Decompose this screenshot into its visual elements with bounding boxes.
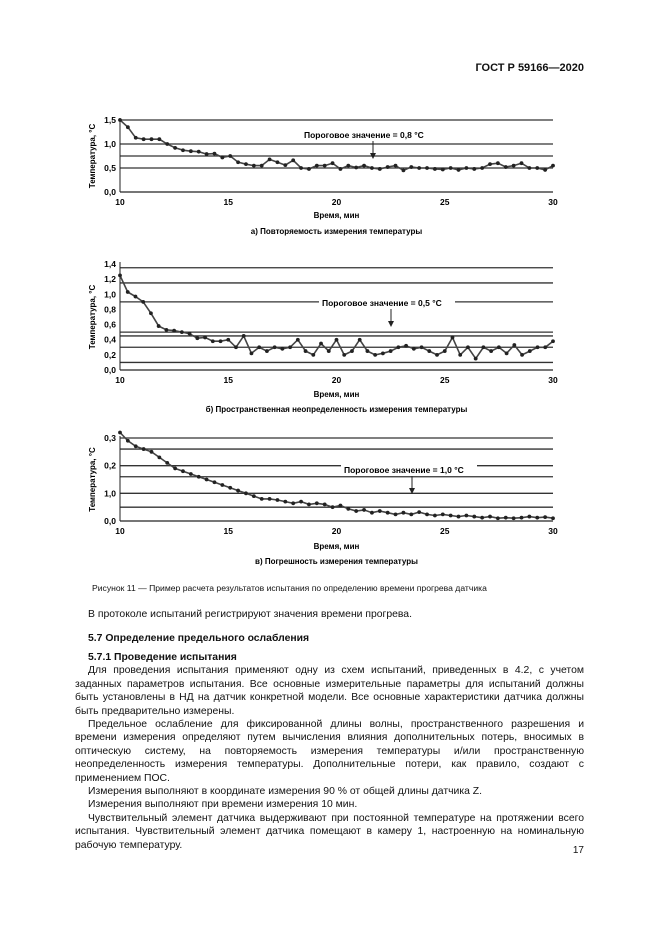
data-point-a-6 (165, 142, 169, 146)
y-tick-label-c-0: 0,0 (104, 516, 116, 526)
data-point-b-14 (226, 338, 230, 342)
data-point-b-0 (118, 273, 122, 277)
data-point-c-43 (457, 515, 461, 519)
y-tick-label-b-6: 1,2 (104, 274, 116, 285)
data-point-c-40 (433, 514, 437, 518)
y-axis-label-a: Температура, °С (88, 123, 97, 189)
data-point-c-29 (346, 507, 350, 511)
data-point-b-7 (172, 329, 176, 333)
data-point-c-36 (402, 511, 406, 515)
y-tick-label-c-1: 1,0 (104, 488, 116, 499)
data-point-c-53 (535, 516, 539, 520)
data-point-b-28 (335, 338, 339, 342)
data-point-b-5 (157, 324, 161, 328)
data-point-a-0 (118, 118, 122, 122)
data-point-b-22 (288, 345, 292, 349)
data-point-b-20 (273, 345, 277, 349)
data-point-c-23 (299, 500, 303, 504)
data-point-a-55 (551, 164, 555, 168)
y-tick-label-b-2: 0,4 (104, 334, 116, 345)
data-point-b-15 (234, 345, 238, 349)
data-point-a-52 (527, 166, 531, 170)
data-point-c-12 (213, 480, 217, 484)
x-tick-label-a-3: 25 (440, 197, 450, 207)
chart-caption-a: а) Повторяемость измерения температуры (250, 227, 423, 236)
y-tick-label-a-1: 0,5 (104, 163, 116, 173)
x-tick-label-b-0: 10 (115, 375, 125, 385)
data-point-a-43 (457, 168, 461, 172)
body-block (75, 651, 584, 852)
data-point-b-40 (427, 349, 431, 353)
data-point-c-20 (276, 498, 280, 502)
data-point-c-1 (126, 439, 130, 443)
data-point-c-21 (283, 500, 287, 504)
section-heading: 5.7 Определение предельного ослабления (88, 633, 310, 644)
data-point-a-1 (126, 125, 130, 129)
series-line-c (120, 433, 553, 519)
data-point-a-33 (378, 167, 382, 171)
data-point-a-46 (480, 166, 484, 170)
data-point-c-10 (197, 475, 201, 479)
data-point-a-41 (441, 168, 445, 172)
data-point-a-22 (291, 158, 295, 162)
chart-b-svg (84, 256, 568, 416)
chart-a-svg (84, 110, 568, 240)
data-point-b-36 (396, 345, 400, 349)
data-point-a-17 (252, 164, 256, 168)
data-point-c-16 (244, 491, 248, 495)
y-tick-label-b-7: 1,4 (104, 259, 116, 269)
data-point-c-22 (291, 501, 295, 505)
data-point-b-48 (489, 349, 493, 353)
data-point-a-20 (276, 160, 280, 164)
data-point-b-18 (257, 345, 261, 349)
data-point-c-54 (543, 515, 547, 519)
data-point-c-41 (441, 512, 445, 516)
data-point-c-31 (362, 508, 366, 512)
data-point-b-45 (466, 345, 470, 349)
y-tick-label-b-3: 0,6 (104, 319, 116, 330)
data-point-c-50 (512, 516, 516, 520)
x-tick-label-b-3: 25 (440, 375, 450, 385)
x-tick-label-a-1: 15 (223, 197, 233, 207)
data-point-a-54 (543, 168, 547, 172)
data-point-a-37 (409, 165, 413, 169)
data-point-c-15 (236, 489, 240, 493)
data-point-a-15 (236, 160, 240, 164)
data-point-b-29 (342, 353, 346, 357)
data-point-a-5 (157, 137, 161, 141)
chart-caption-c: в) Погрешность измерения температуры (255, 557, 418, 566)
data-point-b-32 (366, 349, 370, 353)
protocol-paragraph: В протоколе испытаний регистрируют значения времени прогрева. (88, 609, 412, 620)
data-point-a-31 (362, 164, 366, 168)
data-point-c-46 (480, 516, 484, 520)
data-point-c-27 (331, 505, 335, 509)
data-point-a-42 (449, 166, 453, 170)
data-point-c-26 (323, 503, 327, 507)
data-point-b-13 (219, 339, 223, 343)
data-point-a-48 (496, 161, 500, 165)
y-tick-label-b-4: 0,8 (104, 304, 116, 315)
x-tick-label-c-4: 30 (548, 526, 558, 536)
data-point-b-34 (381, 351, 385, 355)
threshold-label-b: Пороговое значение = 0,5 °С (322, 298, 442, 308)
data-point-a-38 (417, 166, 421, 170)
data-point-c-37 (409, 512, 413, 516)
page-number: 17 (572, 845, 584, 856)
data-point-c-18 (260, 497, 264, 501)
x-tick-label-c-3: 25 (440, 526, 450, 536)
data-point-b-52 (520, 353, 524, 357)
data-point-b-56 (551, 339, 555, 343)
data-point-c-47 (488, 515, 492, 519)
data-point-a-30 (354, 166, 358, 170)
x-tick-label-a-2: 20 (331, 197, 342, 207)
paragraph-5: Чувствительный элемент датчика выдерживают при постоянной температуре на протяжении всего испытания. Чувствительный элемент датчика помещают в камеру 1, настроенную на номинальную рабочую температуру. (75, 812, 584, 851)
chart-a (84, 110, 568, 240)
data-point-b-21 (280, 347, 284, 351)
data-point-b-19 (265, 349, 269, 353)
data-point-c-55 (551, 516, 555, 520)
data-point-a-14 (228, 154, 232, 158)
data-point-c-8 (181, 469, 185, 473)
x-tick-label-a-4: 30 (548, 197, 558, 207)
x-axis-label-c: Время, мин (313, 542, 360, 551)
data-point-c-38 (417, 510, 421, 514)
data-point-c-7 (173, 467, 177, 471)
protocol-paragraph-block (75, 608, 584, 621)
data-point-b-4 (149, 311, 153, 315)
data-point-b-46 (474, 357, 478, 361)
data-point-c-6 (165, 461, 169, 465)
paragraph-4: Измерения выполняют при времени измерения 10 мин. (88, 799, 358, 811)
data-point-b-30 (350, 349, 354, 353)
document-code: ГОСТ Р 59166—2020 (475, 62, 584, 74)
y-tick-label-b-5: 1,0 (104, 289, 116, 300)
data-point-c-25 (315, 501, 319, 505)
data-point-b-3 (141, 300, 145, 304)
data-point-c-3 (142, 447, 146, 451)
data-point-a-36 (402, 169, 406, 173)
threshold-label-a: Пороговое значение = 0,8 °С (304, 130, 424, 140)
y-tick-label-c-3: 0,3 (104, 433, 116, 443)
data-point-c-2 (134, 444, 138, 448)
paragraph-3: Измерения выполняют в координате измерения 90 % от общей длины датчика Z. (88, 786, 482, 798)
x-axis-label-a: Время, мин (313, 211, 360, 220)
data-point-b-35 (389, 349, 393, 353)
data-point-b-41 (435, 353, 439, 357)
y-axis-label-b: Температура, °С (88, 284, 97, 350)
data-point-b-55 (543, 345, 547, 349)
y-axis-label-c: Температура, °С (88, 447, 97, 512)
data-point-b-2 (134, 295, 138, 299)
threshold-arrow-head-b (388, 321, 394, 327)
section-heading-block (75, 632, 584, 645)
figure-caption: Рисунок 11 — Пример расчета результатов испытания по определению времени прогрева датчика (92, 583, 487, 593)
data-point-b-26 (319, 342, 323, 346)
data-point-b-51 (512, 343, 516, 347)
data-point-b-25 (311, 353, 315, 357)
y-tick-label-b-1: 0,2 (104, 349, 116, 360)
x-tick-label-b-2: 20 (331, 375, 342, 385)
chart-b (84, 256, 568, 416)
data-point-a-23 (299, 166, 303, 170)
data-point-b-12 (211, 339, 215, 343)
data-point-b-24 (304, 349, 308, 353)
series-line-b (120, 275, 553, 358)
data-point-a-25 (315, 164, 319, 168)
series-line-a (120, 120, 553, 170)
x-tick-label-a-0: 10 (115, 197, 125, 207)
data-point-c-45 (472, 515, 476, 519)
chart-caption-b: б) Пространственная неопределенность измерения температуры (205, 405, 468, 414)
data-point-a-32 (370, 166, 374, 170)
data-point-c-5 (157, 455, 161, 459)
x-axis-label-b: Время, мин (313, 390, 360, 399)
data-point-c-28 (339, 504, 343, 508)
data-point-b-8 (180, 330, 184, 334)
data-point-c-49 (504, 516, 508, 520)
data-point-c-9 (189, 472, 193, 476)
data-point-a-12 (213, 152, 217, 156)
data-point-b-33 (373, 353, 377, 357)
data-point-b-9 (188, 332, 192, 336)
data-point-c-19 (268, 497, 272, 501)
data-point-b-11 (203, 336, 207, 340)
data-point-c-33 (378, 509, 382, 513)
data-point-c-44 (465, 514, 469, 518)
data-point-b-16 (242, 334, 246, 338)
data-point-b-43 (451, 336, 455, 340)
data-point-b-38 (412, 347, 416, 351)
data-point-b-44 (458, 353, 462, 357)
x-tick-label-c-1: 15 (223, 526, 233, 536)
data-point-a-2 (134, 136, 138, 140)
data-point-a-49 (504, 165, 508, 169)
data-point-c-0 (118, 431, 122, 435)
data-point-c-32 (370, 511, 374, 515)
data-point-c-34 (386, 511, 390, 515)
data-point-b-17 (250, 351, 254, 355)
data-point-b-49 (497, 345, 501, 349)
data-point-a-51 (520, 161, 524, 165)
paragraph-2: Предельное ослабление для фиксированной длины волны, пространственного разрешения и времени измерения определяют путем вычисления влияния дополнительных потерь, вносимых в оптическую систему, на повторяемость измерения температуры и/или пространственную неопределенность измерения температуры. Дополнительные потери, как правило, создают с применением ПОС. (75, 719, 584, 784)
data-point-a-45 (472, 167, 476, 171)
data-point-b-42 (443, 349, 447, 353)
data-point-a-27 (331, 161, 335, 165)
data-point-b-1 (126, 290, 130, 294)
data-point-a-9 (189, 149, 193, 153)
data-point-b-10 (195, 336, 199, 340)
data-point-a-34 (386, 165, 390, 169)
data-point-b-37 (404, 344, 408, 348)
data-point-c-13 (220, 483, 224, 487)
data-point-c-11 (205, 478, 209, 482)
data-point-b-53 (528, 349, 532, 353)
data-point-c-14 (228, 486, 232, 490)
data-point-a-39 (425, 166, 429, 170)
data-point-a-44 (465, 166, 469, 170)
data-point-c-42 (449, 514, 453, 518)
threshold-label-c: Пороговое значение = 1,0 °С (344, 465, 464, 475)
data-point-a-11 (205, 152, 209, 156)
data-point-a-19 (268, 157, 272, 161)
data-point-a-50 (512, 164, 516, 168)
y-tick-label-c-2: 0,2 (104, 460, 116, 471)
data-point-a-13 (220, 156, 224, 160)
data-point-b-31 (358, 338, 362, 342)
data-point-c-39 (425, 512, 429, 516)
data-point-c-51 (520, 516, 524, 520)
data-point-c-4 (150, 450, 154, 454)
data-point-a-7 (173, 146, 177, 150)
chart-c (84, 428, 568, 568)
x-tick-label-b-4: 30 (548, 375, 558, 385)
data-point-a-8 (181, 148, 185, 152)
data-point-a-24 (307, 167, 311, 171)
data-point-c-30 (354, 509, 358, 513)
data-point-c-35 (394, 512, 398, 516)
x-tick-label-c-2: 20 (331, 526, 342, 536)
data-point-b-23 (296, 338, 300, 342)
data-point-b-47 (482, 345, 486, 349)
data-point-a-35 (394, 164, 398, 168)
data-point-a-28 (339, 167, 343, 171)
data-point-a-3 (142, 137, 146, 141)
y-tick-label-b-0: 0,0 (104, 365, 116, 375)
data-point-a-26 (323, 164, 327, 168)
y-tick-label-a-2: 1,0 (104, 139, 116, 149)
data-point-c-48 (496, 516, 500, 520)
data-point-b-39 (420, 345, 424, 349)
subsection-heading: 5.7.1 Проведение испытания (88, 652, 237, 663)
data-point-a-29 (346, 164, 350, 168)
data-point-c-52 (527, 515, 531, 519)
x-tick-label-b-1: 15 (223, 375, 233, 385)
data-point-a-53 (535, 166, 539, 170)
data-point-c-17 (252, 494, 256, 498)
x-tick-label-c-0: 10 (115, 526, 125, 536)
chart-c-svg (84, 428, 568, 568)
data-point-c-24 (307, 503, 311, 507)
data-point-a-4 (150, 137, 154, 141)
data-point-a-18 (260, 164, 264, 168)
data-point-a-40 (433, 167, 437, 171)
data-point-a-16 (244, 162, 248, 166)
y-tick-label-a-0: 0,0 (104, 187, 116, 197)
paragraph-1: Для проведения испытания применяют одну из схем испытаний, приведенных в 4.2, с учетом заданных параметров испытания. Все основные измерительные параметры для испытаний должны быть установлены в НД на датчик конкретной модели. Все основные характеристики датчика должны быть предварительно измерены. (75, 665, 584, 717)
data-point-b-50 (505, 351, 509, 355)
y-tick-label-a-3: 1,5 (104, 115, 116, 125)
data-point-b-54 (536, 345, 540, 349)
data-point-b-6 (164, 328, 168, 332)
data-point-a-47 (488, 162, 492, 166)
data-point-a-10 (197, 150, 201, 154)
data-point-b-27 (327, 349, 331, 353)
data-point-a-21 (283, 163, 287, 167)
